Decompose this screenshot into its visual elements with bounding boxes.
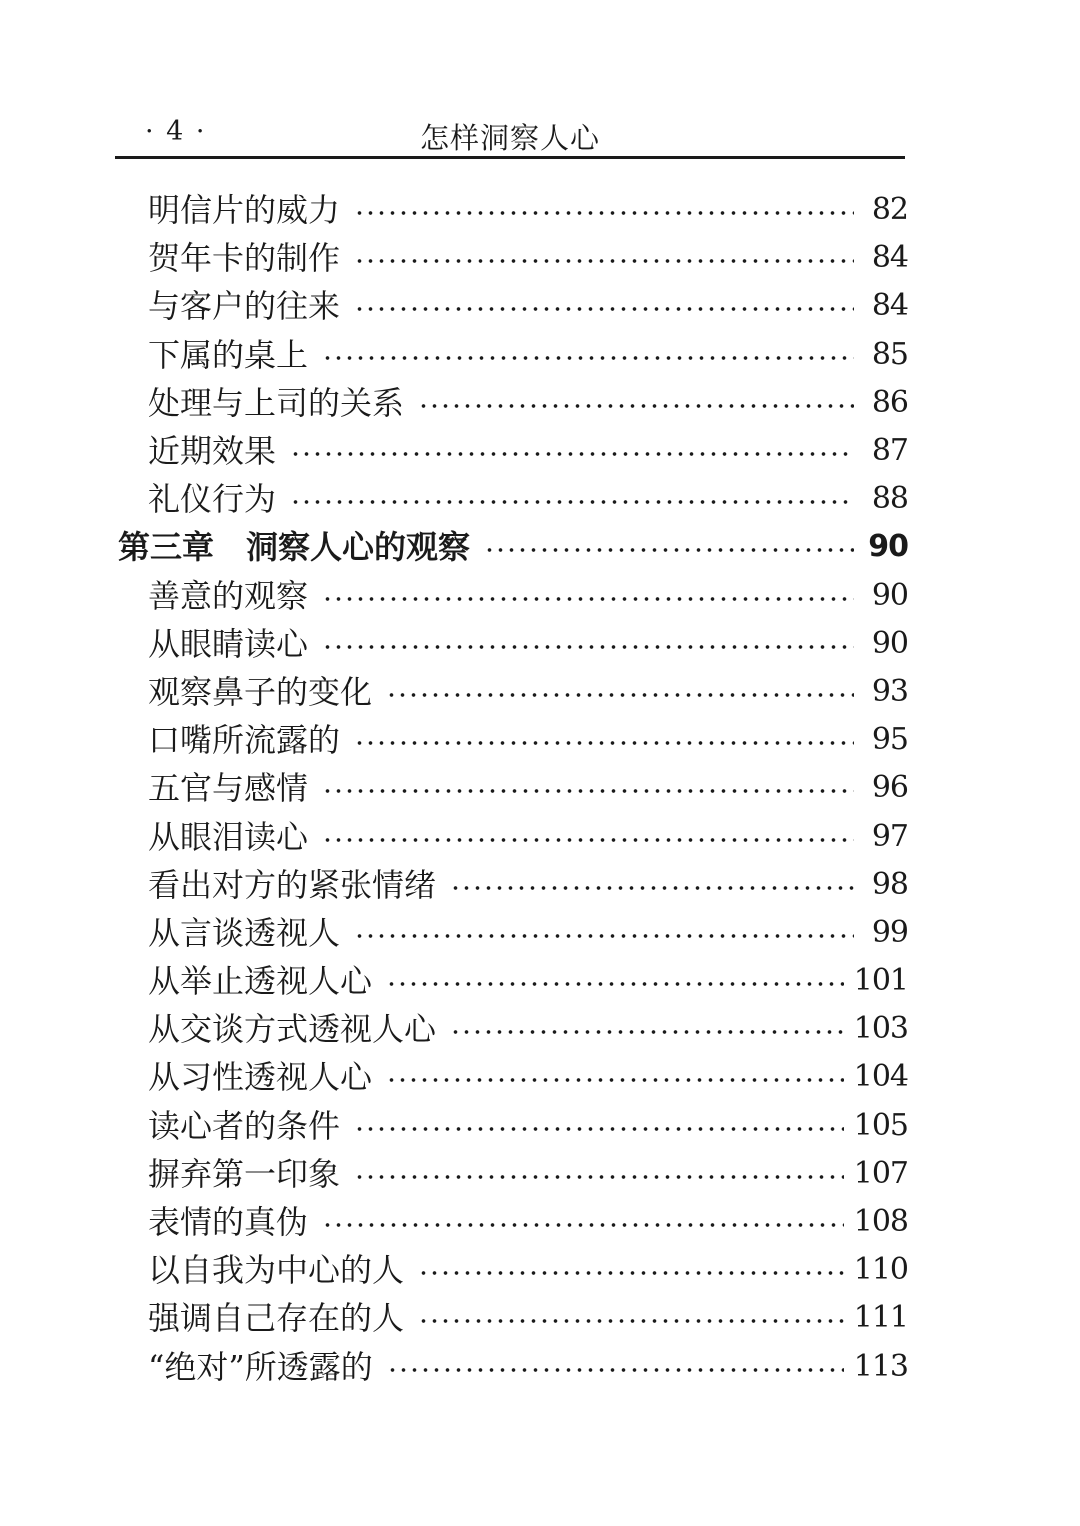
toc-entry (118, 1053, 908, 1101)
toc-entry (118, 475, 908, 523)
toc-entry (118, 861, 908, 909)
toc-entry-page: 108 (853, 1204, 908, 1240)
toc-entry (118, 812, 908, 860)
toc-entry (118, 909, 908, 957)
toc-entry-page: 110 (853, 1252, 908, 1288)
dot-leader (387, 1364, 844, 1376)
dot-leader (322, 834, 854, 846)
dot-leader (354, 303, 854, 315)
toc-entry (118, 957, 908, 1005)
toc-entry-title: 明信片的威力 (148, 191, 341, 230)
dot-leader (322, 593, 854, 605)
toc-entry-title: 读心者的条件 (148, 1106, 341, 1145)
toc-entry-title: 从眼泪读心 (148, 817, 309, 856)
dot-leader (386, 1074, 844, 1086)
toc-entry (118, 234, 908, 282)
toc-entry-title: 近期效果 (148, 432, 277, 471)
dot-leader (386, 689, 854, 701)
toc-entry-title: 贺年卡的制作 (148, 239, 341, 278)
toc-entry (118, 1102, 908, 1150)
toc-entry-page: 84 (871, 288, 908, 324)
dot-leader (418, 400, 854, 412)
toc-entry-page: 113 (853, 1348, 908, 1384)
toc-entry (118, 331, 908, 379)
toc-chapter-heading (118, 523, 908, 571)
toc-entry (118, 620, 908, 668)
toc-entry-page: 86 (871, 384, 908, 420)
running-head (115, 108, 905, 158)
toc-entry-page: 90 (871, 577, 908, 613)
toc-entry (118, 668, 908, 716)
toc-entry-page: 104 (853, 1059, 908, 1095)
toc-entry-title: 口嘴所流露的 (148, 721, 341, 760)
toc-entry-page: 97 (871, 818, 908, 854)
toc-entry-title: 看出对方的紧张情绪 (148, 865, 437, 904)
toc-entry-page: 82 (871, 192, 908, 228)
toc-entry (118, 1294, 908, 1342)
toc-entry-title: 与客户的往来 (148, 287, 341, 326)
toc-entry (118, 186, 908, 234)
toc-entry-page: 103 (853, 1011, 908, 1047)
dot-leader (450, 1026, 844, 1038)
dot-leader (418, 1315, 844, 1327)
toc-entry-page: 85 (871, 336, 908, 372)
toc-entry-page: 88 (871, 481, 908, 517)
toc-entry (118, 427, 908, 475)
dot-leader (354, 1171, 844, 1183)
toc-entry-page: 90 (868, 529, 908, 565)
dot-leader (354, 255, 854, 267)
toc-entry-page: 105 (853, 1107, 908, 1143)
toc-entry-page: 107 (853, 1155, 908, 1191)
toc-entry-page: 84 (871, 240, 908, 276)
toc-entry-page: 93 (871, 673, 908, 709)
toc-entry-title: 强调自己存在的人 (148, 1299, 405, 1338)
toc-entry (118, 1005, 908, 1053)
toc-entry-page: 87 (871, 433, 908, 469)
toc-entry (118, 1150, 908, 1198)
toc-entry (118, 282, 908, 330)
toc-entry-title: 从举止透视人心 (148, 962, 373, 1001)
toc-entry-title: 从交谈方式透视人心 (148, 1010, 437, 1049)
toc-entry (118, 1246, 908, 1294)
toc-entry-title: 摒弃第一印象 (148, 1154, 341, 1193)
toc-entry-title: 从习性透视人心 (148, 1058, 373, 1097)
toc-entry-page: 99 (871, 914, 908, 950)
dot-leader (450, 882, 854, 894)
dot-leader (290, 496, 854, 508)
toc-entry (118, 1343, 908, 1391)
toc-entry-page: 90 (871, 625, 908, 661)
toc-entry-title: 下属的桌上 (148, 335, 309, 374)
toc-entry-title: 礼仪行为 (148, 480, 277, 519)
toc-entry (118, 572, 908, 620)
dot-leader (354, 737, 854, 749)
dot-leader (418, 1267, 844, 1279)
toc-entry-title: 从眼睛读心 (148, 624, 309, 663)
toc-entry-title: 善意的观察 (148, 576, 309, 615)
page-number: · 4 · (145, 116, 207, 147)
dot-leader (484, 544, 854, 556)
toc-entry (118, 764, 908, 812)
toc-entry-page: 101 (853, 963, 908, 999)
book-title: 怎样洞察人心 (419, 121, 600, 155)
dot-leader (354, 1123, 844, 1135)
toc-entry-page: 95 (871, 722, 908, 758)
dot-leader (354, 930, 854, 942)
chapter-title: 第三章 洞察人心的观察 (118, 528, 471, 567)
toc-entry-title: 处理与上司的关系 (148, 383, 405, 422)
toc-entry-page: 98 (871, 866, 908, 902)
toc-entry-title: 以自我为中心的人 (148, 1251, 405, 1290)
toc-entry-title: 五官与感情 (148, 769, 309, 808)
toc-entry-page: 111 (853, 1300, 908, 1336)
toc-entry-title: 表情的真伪 (148, 1203, 309, 1242)
toc-entry-title: 观察鼻子的变化 (148, 672, 373, 711)
dot-leader (386, 978, 844, 990)
dot-leader (322, 1219, 844, 1231)
dot-leader (354, 207, 854, 219)
header-rule (115, 156, 905, 159)
toc-entry (118, 379, 908, 427)
table-of-contents (118, 186, 908, 1391)
toc-entry-title: 从言谈透视人 (148, 913, 341, 952)
dot-leader (322, 641, 854, 653)
toc-entry-page: 96 (871, 770, 908, 806)
dot-leader (322, 785, 854, 797)
dot-leader (290, 448, 854, 460)
dot-leader (322, 352, 854, 364)
toc-entry (118, 1198, 908, 1246)
toc-entry (118, 716, 908, 764)
toc-entry-title: “绝对”所透露的 (148, 1347, 373, 1386)
